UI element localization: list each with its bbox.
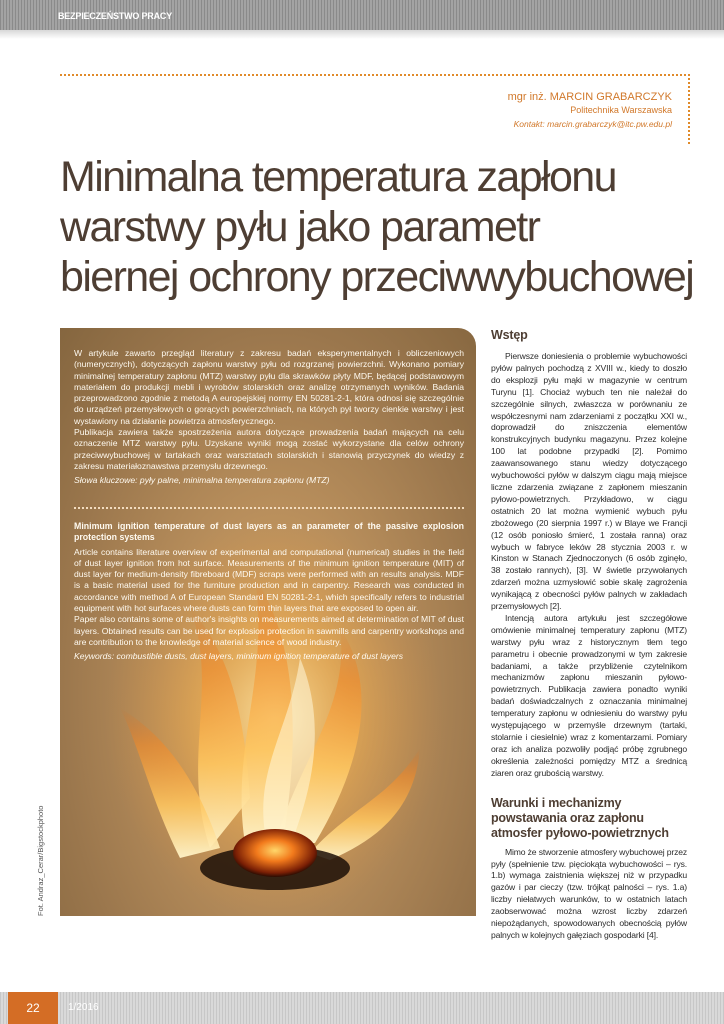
title-line-3: biernej ochrony przeciwwybuchowej — [60, 253, 694, 301]
article-title — [60, 152, 700, 302]
header-bar — [0, 0, 724, 30]
conditions-paragraph-1: Mimo że stworzenie atmosfery wybuchowej przez pyły (spełnienie tzw. pięciokąta wybuchowości – rys. 1.b) wymaga zaistnienia większej niż w przypadku gazów i par cieczy (tzw. trójkąt palności – rys. 1.a) liczby niełatwych warunków, to w ostatnich latach zaobserwować można wzrost liczby zdarzeń niepożądanych, spowodowanych obecnością pyłów palnych w kolejnych gałęziach gospodarki [4]. — [491, 846, 687, 940]
abstract-pl-paragraph-1: W artykule zawarto przegląd literatury z zakresu badań eksperymentalnych i obliczeniowych (numerycznych), dotyczących zapłonu warstwy pyłu od rozgrzanej powierzchni. Wykonano pomiary minimalnej temperatury zapłonu (MTZ) warstwy pyłu dla skrawków płyty MDF, będącej podstawowym materiałem do produkcji mebli i wyrobów stolarskich oraz analizę otrzymanych wyników. Badania przeprowadzono zgodnie z metodą A europejskiej normy EN 50281-2-1, która odnosi się szczególnie do urządzeń przemysłowych o gorących powierzchniach, na których pył tworzy cienkie warstwy i jest wystawiony na działanie powietrza atmosferycznego. — [74, 348, 464, 426]
abstract-en-title: Minimum ignition temperature of dust layers as an parameter of the passive explosion protection systems — [74, 520, 464, 542]
title-line-2: warstwy pyłu jako parametr — [60, 203, 540, 251]
abstract-en-keywords: Keywords: combustible dusts, dust layers, minimum ignition temperature of dust layers — [74, 651, 404, 662]
right-column — [491, 328, 687, 942]
abstract-en-paragraph-1: Article contains literature overview of experimental and computational (numerical) studies in the field of dust layer ignition from hot surface. Measurements of the minimum ignition temperature (MIT) of dust layer for medium-density fibreboard (MDF) scraps were performed with an results analysis. MDF is a basic material used for the furniture production and in carpentry. Research was conducted in accordance with method A of European Standard EN 50281-2-1, which specifically refers to industrial equipment with hot surfaces where dusts can form thin layers that are exposed to open air. — [74, 546, 464, 614]
dotted-rule-right — [688, 74, 690, 144]
abstract-block — [74, 348, 464, 663]
abstract-separator — [74, 507, 464, 509]
author-contact: Kontakt: marcin.grabarczyk@itc.pw.edu.pl — [513, 119, 672, 129]
photo-credit: Fot. Andraz_Cerar/Bigstockphoto — [36, 805, 45, 916]
footer-bar — [0, 992, 724, 1024]
intro-paragraph-1: Pierwsze doniesienia o problemie wybuchowości pyłów palnych pochodzą z XVIII w., kiedy to doszło do eksplozji pyłu mąki w magazynie w centrum Turynu [1]. Chociaż wybuch ten nie należał do szczególnie silnych, zwłaszcza w porównaniu ze współczesnymi nam zdarzeniami z początku XXI w., doprowadził do zniszczenia elementów konstrukcyjnych budynku magazynu. Przez kolejne 100 lat podobne przypadki [2]. Pomimo zaawansowanego stanu wiedzy dotyczącego wybuchowości pyłów w dalszym ciągu mają miejsce liczne zdarzenia związane z zapłonem mieszanin pyłowo-powietrznych. Przykładowo, w ciągu ostatnich 20 lat można wymienić wybuch pyłu zbożowego (20 sierpnia 1997 r.) w Blaye we Francji (12 osób poniosło śmierć, 1 została ranna) oraz wybuch w fabryce leków 28 stycznia 2003 r. w Kinston w Stanach Zjednoczonych (6 osób zginęło, 38 zostało rannych), [3]. W świetle przywołanych zdarzeń można uzmysłowić sobie skalę zagrożenia wynikającą z obecności pyłów palnych w zakładach przemysłowych [2]. — [491, 351, 687, 612]
author-block — [508, 90, 672, 131]
abstract-en-paragraph-2: Paper also contains some of author's insights on measurements aimed at determination of MIT of dust layers. Obtained results can be used for explosion protection in sawmills and carpentry workshops and are contribution to the knowledge of material science of wood industry. — [74, 614, 464, 647]
section-label: BEZPIECZEŃSTWO PRACY — [58, 11, 173, 21]
abstract-pl-keywords: Słowa kluczowe: pyły palne, minimalna temperatura zapłonu (MTZ) — [74, 475, 330, 486]
abstract-pl-paragraph-2: Publikacja zawiera także spostrzeżenia autora dotyczące prowadzenia badań mających na celu oznaczenie MTZ warstwy pyłu. Uzyskane wyniki mogą zostać wykorzystane dla celów ochrony przeciwwybuchowej w tartakach oraz warsztatach stolarskich i stanowią przyczynek do wiedzy z zakresu materiałoznawstwa przemysłu drzewnego. — [74, 427, 464, 471]
page-number: 22 — [8, 992, 58, 1024]
dotted-rule-top — [60, 74, 690, 76]
author-name: mgr inż. MARCIN GRABARCZYK — [507, 91, 672, 103]
issue-label: 1/2016 — [68, 1002, 99, 1013]
section-heading-intro: Wstęp — [491, 328, 528, 342]
title-line-1: Minimalna temperatura zapłonu — [60, 153, 616, 201]
section-heading-conditions: Warunki i mechanizmy powstawania oraz zapłonu atmosfer pyłowo-powietrznych — [491, 795, 669, 840]
intro-paragraph-2: Intencją autora artykułu jest szczegółowe omówienie minimalnej temperatury zapłonu (MTZ) warstwy pyłu wraz z historycznym tłem tego parametru i obecnie prowadzonymi w tym zakresie badaniami, a także przybliżenie czytelnikom mechanizmów zapłonu mieszanin pyłowo-powietrznych. Publikacja zawiera ponadto wyniki badań doświadczalnych z oznaczania minimalnej temperatury zapłonu w odniesieniu do warstwy pyłu występującego w przemyśle drzewnym (tartaki, stolarnie i ciesielnie) wraz z komentarzami. Pomiary oraz ich analiza pozwoliły podjąć próbę zgrubnego określenia zależności pomiędzy MTZ a średnicą ziaren oraz grubością warstwy. — [491, 612, 687, 778]
header-shadow — [0, 30, 724, 39]
author-affiliation: Politechnika Warszawska — [570, 105, 672, 115]
